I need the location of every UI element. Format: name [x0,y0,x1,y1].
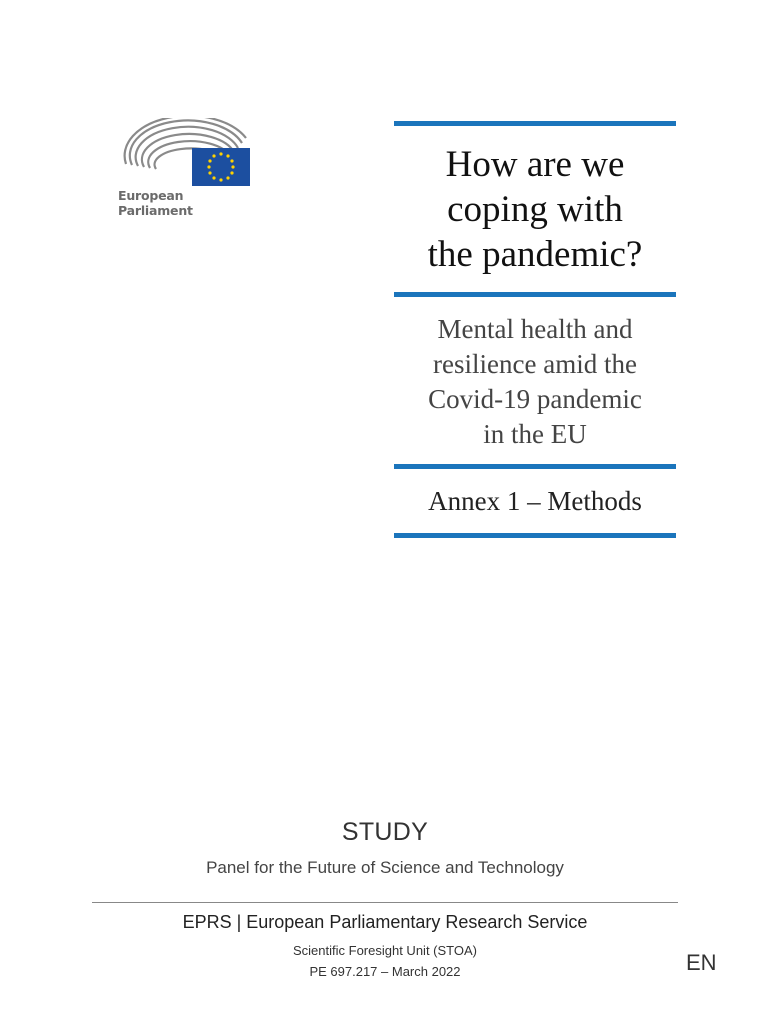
subtitle-line-2: resilience amid the [433,349,637,379]
language-code: EN [686,950,717,975]
european-parliament-logo [118,118,254,218]
title-line-3: the pandemic? [427,234,643,275]
parliament-hemicycle-icon [118,118,254,188]
panel-name: Panel for the Future of Science and Technology [206,858,564,877]
annex-label: Annex 1 – Methods [428,486,642,516]
divider-subtitle [394,464,676,469]
logo-text: European Parliament [118,188,193,218]
divider-top [394,121,676,126]
document-title [394,142,676,277]
divider-title [394,292,676,297]
divider-annex [394,533,676,538]
footer-divider [92,902,678,903]
title-line-2: coping with [447,189,623,230]
unit-label: Scientific Foresight Unit (STOA) [293,943,477,958]
document-type: STUDY [341,818,429,846]
title-line-1: How are we [445,144,625,185]
subtitle-line-1: Mental health and [437,314,633,344]
document-subtitle [394,312,676,452]
pe-reference: PE 697.217 – March 2022 [309,964,461,979]
eprs-label: EPRS | European Parliamentary Research Service [182,912,588,932]
subtitle-line-3: Covid-19 pandemic [428,384,642,414]
subtitle-line-4: in the EU [483,419,587,449]
